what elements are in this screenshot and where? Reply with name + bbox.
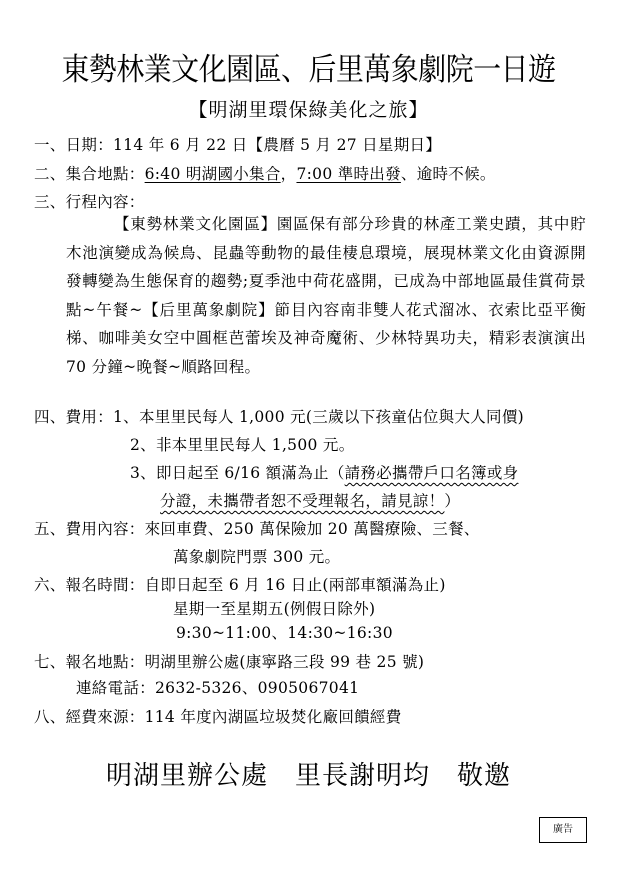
subtitle: 【明湖里環保綠美化之旅】 bbox=[188, 99, 429, 121]
funding-line bbox=[34, 705, 402, 727]
fee-content-line bbox=[34, 517, 480, 539]
fee-line-1 bbox=[34, 405, 524, 427]
phone-number: 2632-5326、0905067041 bbox=[155, 679, 360, 697]
signup-place-line bbox=[34, 650, 424, 672]
funding-source: 114 年度內湖區垃圾焚化廠回饋經費 bbox=[144, 708, 402, 726]
fee-item-3-notice: 請務必攜帶戶口名簿或身 bbox=[344, 464, 519, 482]
signature-footer: 明湖里辦公處 里長謝明均 敬邀 bbox=[105, 761, 511, 791]
phone-label: 連絡電話： bbox=[76, 679, 156, 697]
fee-content-label: 五、費用內容： bbox=[34, 520, 145, 538]
signup-time-1: 自即日起至 6 月 16 日止(兩部車額滿為止) bbox=[144, 576, 446, 594]
fee-content-1: 來回車費、250 萬保險加 20 萬醫療險、三餐、 bbox=[144, 520, 480, 538]
date-value: 114 年 6 月 22 日【農曆 5 月 27 日星期日】 bbox=[113, 136, 442, 154]
meeting-line bbox=[34, 162, 496, 184]
fee-item-3-close: ） bbox=[444, 492, 461, 510]
date-line bbox=[34, 133, 441, 155]
ad-badge: 廣告 bbox=[539, 817, 587, 843]
meeting-note: 、逾時不候。 bbox=[400, 165, 496, 183]
signup-time-line bbox=[34, 573, 446, 595]
meeting-time-2: 7:00 準時出發 bbox=[296, 165, 401, 183]
fee-line-3 bbox=[130, 461, 518, 483]
meeting-time-1: 6:40 明湖國小集合 bbox=[144, 165, 281, 183]
funding-label: 八、經費來源： bbox=[34, 708, 145, 726]
meeting-label: 二、集合地點： bbox=[34, 165, 145, 183]
signup-place-label: 七、報名地點： bbox=[34, 653, 145, 671]
meeting-separator: ， bbox=[280, 165, 297, 183]
itinerary-paragraph: 【東勢林業文化園區】園區保有部分珍貴的林產工業史蹟，其中貯木池演變成為候鳥、昆蟲等動物的最佳棲息環境，展現林業文化由資源開發轉變為生態保育的趨勢;夏季池中荷花盛開，已成為中部地區最佳賞荷景點~午餐~【后里萬象劇院】節目內容南非雙人花式溜冰、衣索比亞平衡梯、咖啡美女空中圓框芭蕾埃及神奇魔術、少林特異功夫，精彩表演演出 70 分鐘~晚餐~順路回程。 bbox=[66, 215, 586, 376]
fee-line-3b bbox=[160, 489, 460, 511]
phone-line bbox=[76, 676, 359, 698]
signup-time-3: 9:30~11:00、14:30~16:30 bbox=[176, 624, 393, 642]
signup-time-label: 六、報名時間： bbox=[34, 576, 145, 594]
fee-item-2: 2、非本里里民每人 1,500 元。 bbox=[130, 436, 355, 454]
fee-item-3-notice-cont: 分證，未攜帶者恕不受理報名，請見諒！ bbox=[160, 492, 445, 510]
signup-place: 明湖里辦公處(康寧路三段 99 巷 25 號) bbox=[144, 653, 425, 671]
fee-content-2: 萬象劇院門票 300 元。 bbox=[173, 548, 341, 566]
date-label: 一、日期： bbox=[34, 136, 114, 154]
fee-label: 四、費用： bbox=[34, 408, 114, 426]
signup-time-2: 星期一至星期五(例假日除外) bbox=[173, 600, 376, 618]
itinerary-label: 三、行程內容： bbox=[34, 193, 145, 211]
page-title: 東勢林業文化園區、后里萬象劇院一日遊 bbox=[61, 52, 556, 88]
fee-item-1: 1、本里里民每人 1,000 元(三歲以下孩童佔位與大人同價) bbox=[113, 408, 524, 426]
fee-item-3: 3、即日起至 6/16 額滿為止（ bbox=[130, 464, 345, 482]
